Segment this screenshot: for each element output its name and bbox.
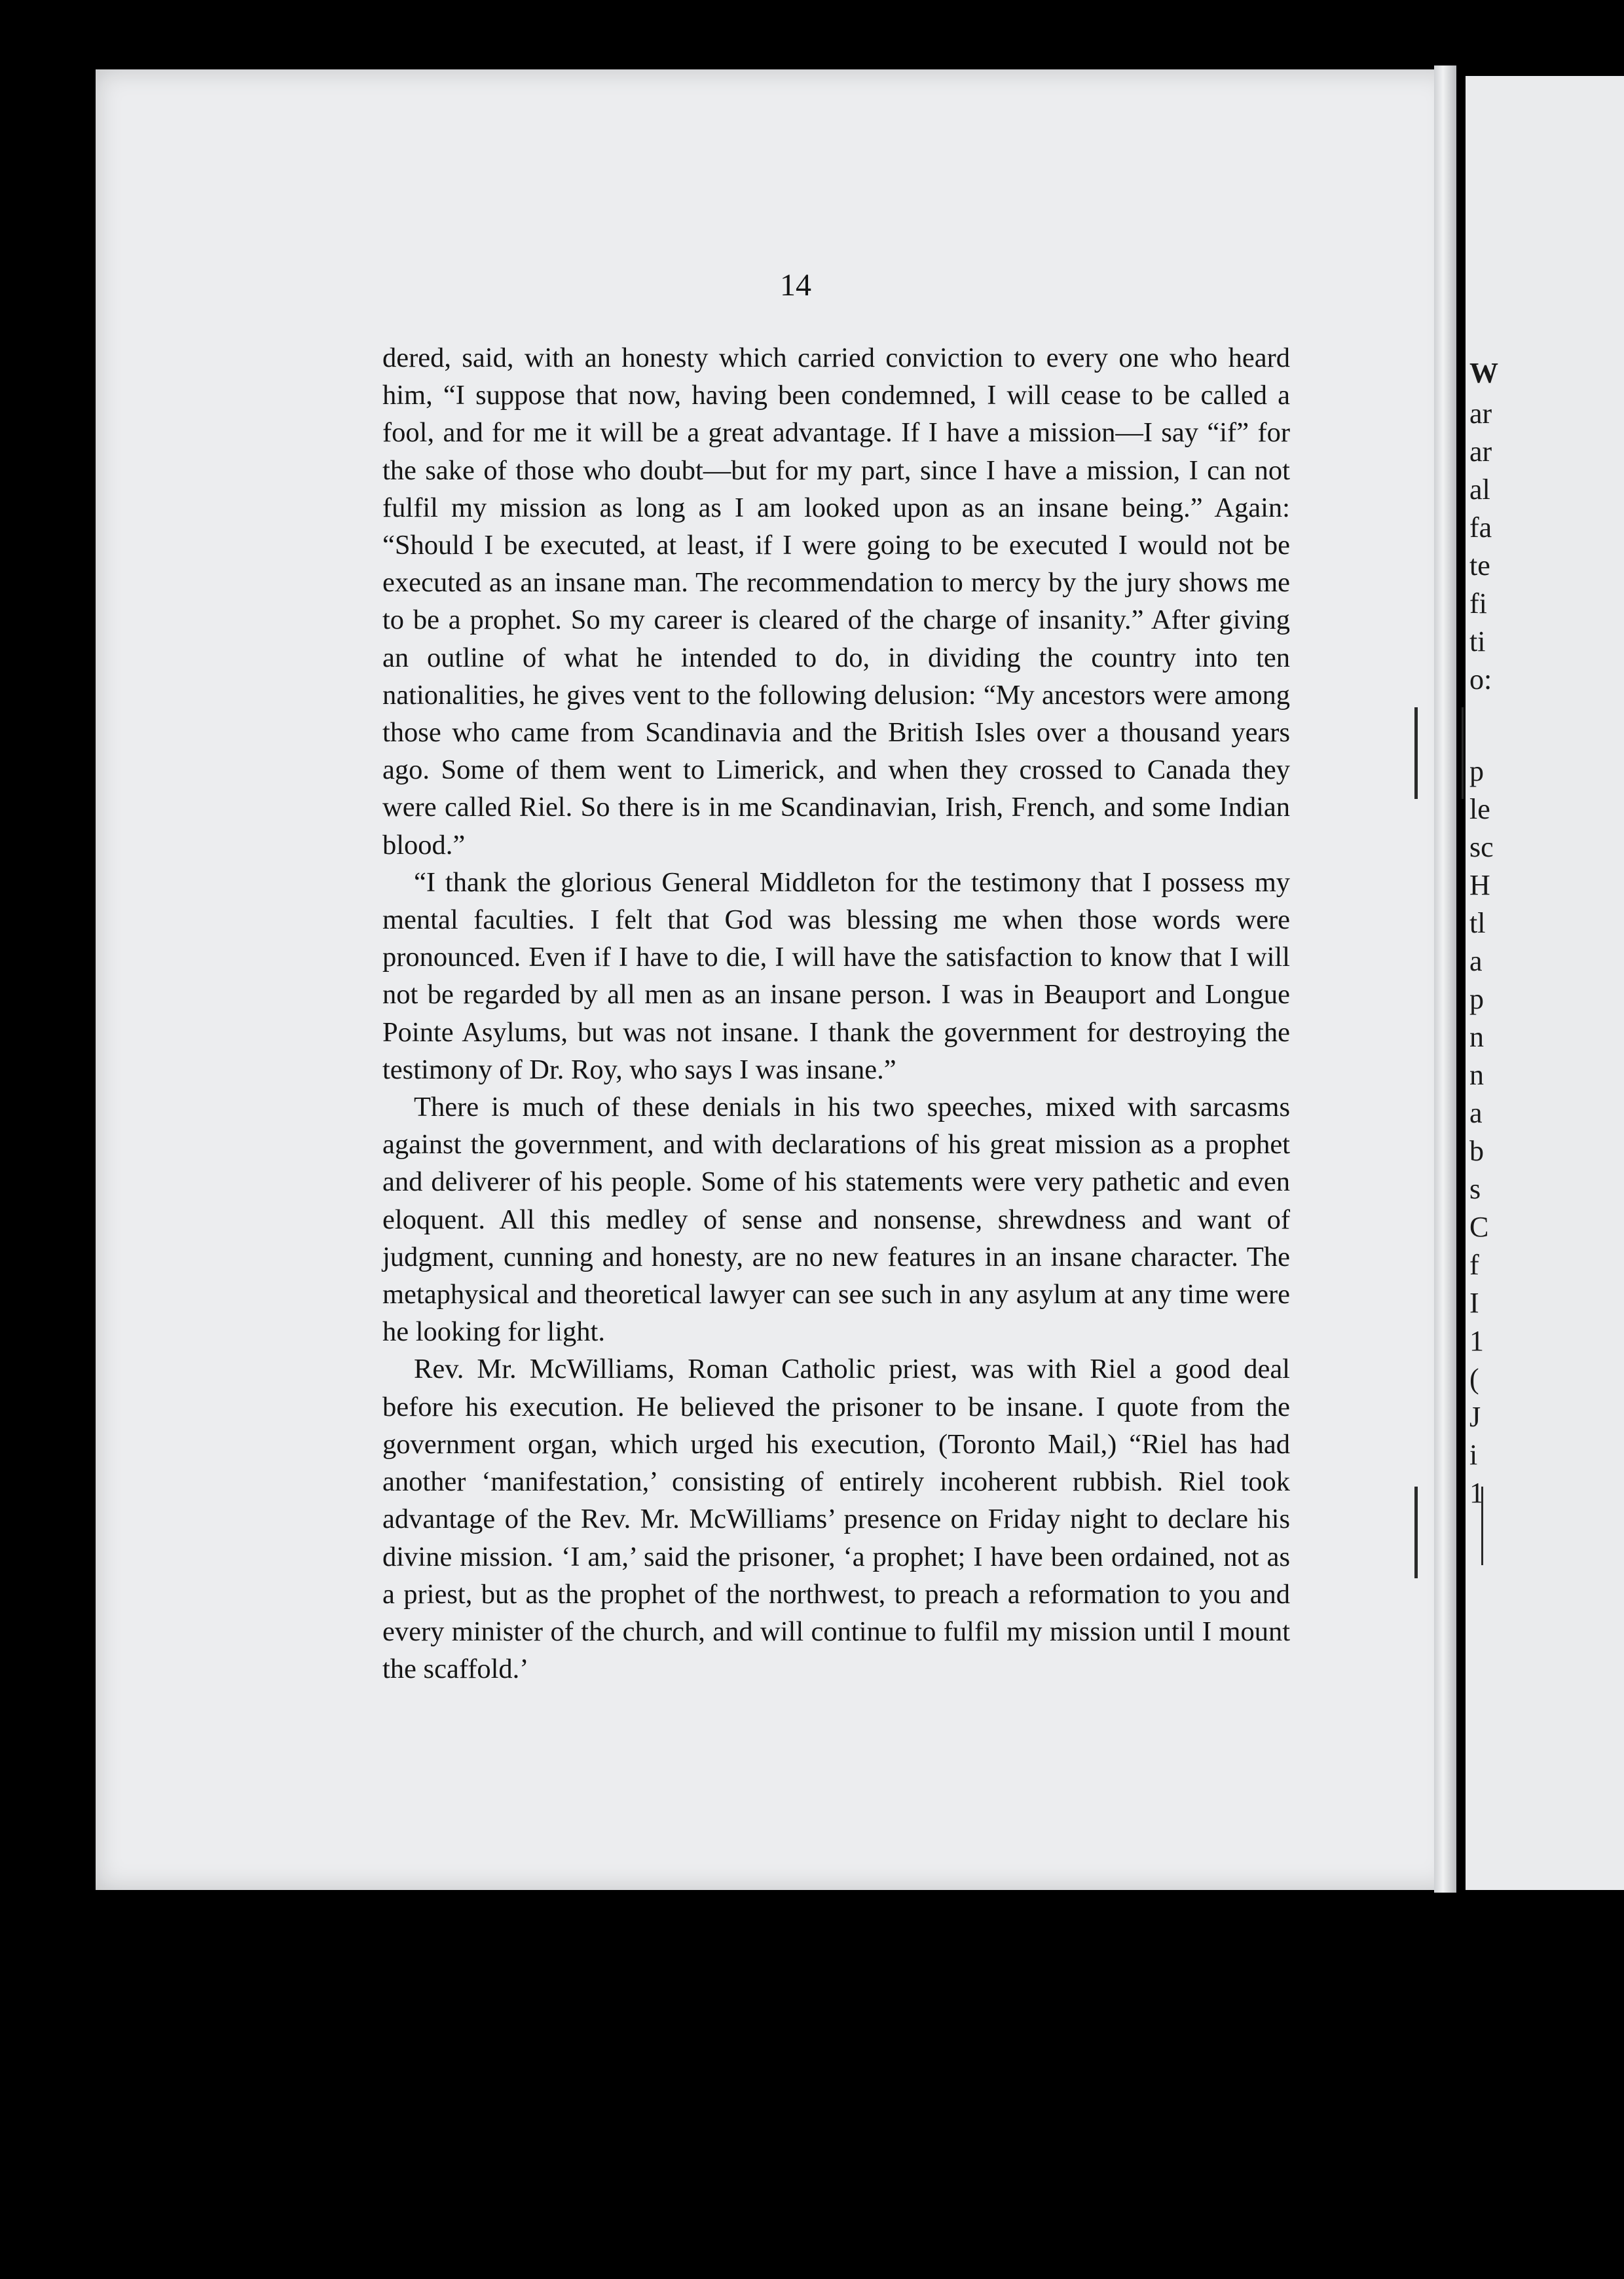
facing-page-text: b [1469,1135,1484,1167]
paragraph: There is much of these denials in his two speeches, mixed with sarcasms against the government, and with declarations of his great mission as a prophet and deliverer of his people. Some of his statements were very pathetic and even eloquent. All this medley of sense and nonsense, shrewdness and want of judgment, cunning and honesty, are no new features in an insane character. The metaphysical and theoretical lawyer can see such in any asylum at any time were he looking for light. [382,1092,1290,1348]
facing-page-text: I [1469,1287,1479,1319]
facing-page-text: ti [1469,625,1486,658]
paragraph: dered, said, with an honesty which carried conviction to every one who heard him, “I suppose that now, having been condemned, I will cease to be called a fool, and for me it will be a great advantage. If I have a mission—I say “if” for the sake of those who doubt—but for my part, since I have a mission, I can not fulfil my mission as long as I am looked upon as an insane being.” Again: “Should I be executed, at least, if I were going to be executed I would not be executed as an insane man. The recommendation to mercy by the jury shows me to be a prophet. So my career is cleared of the charge of insanity.” After giving an outline of what he intended to do, in dividing the country into ten nationalities, he gives vent to the following delusion: “My ancestors were among those who came from Scandinavia and the British Isles over a thousand years ago. Some of them went to Limerick, and when they crossed to Canada they were called Riel. So there is in me Scandinavian, Irish, French, and some Indian blood.” [382,343,1290,861]
facing-page-text: a [1469,945,1483,977]
facing-page-text: ar [1469,398,1492,430]
facing-page-text: i [1469,1439,1478,1471]
facing-page-text: sc [1469,831,1494,863]
facing-page-text: ar [1469,435,1492,468]
facing-page-text: p [1469,755,1484,787]
scan-artifact [1414,1487,1418,1578]
facing-page-text: al [1469,473,1490,506]
facing-page-text: p [1469,983,1484,1015]
facing-page-text: f [1469,1249,1479,1281]
facing-page-text: fi [1469,587,1487,620]
facing-page-text: n [1469,1021,1484,1053]
facing-page-text: H [1469,869,1490,901]
facing-page-text: tl [1469,907,1486,939]
facing-page-text: 1 [1469,1325,1484,1357]
facing-page-text: J [1469,1401,1481,1433]
scan-artifact [1481,1487,1483,1565]
facing-page-text: 1 [1469,1477,1484,1509]
facing-page-text: n [1469,1059,1484,1091]
facing-page-text: fa [1469,511,1492,544]
facing-page-text: s [1469,1173,1481,1205]
page-binding-edge [1434,65,1456,1893]
facing-page-text: a [1469,1097,1483,1129]
facing-page-fragment [1466,76,1624,1890]
paragraph: “I thank the glorious General Middleton for the testimony that I possess my mental faculties. I felt that God was blessing me when those words were pronounced. Even if I have to die, I will have the satisfaction to know that I will not be regarded by all men as an insane person. I was in Beauport and Longue Pointe Asylums, but was not insane. I thank the government for destroying the testimony of Dr. Roy, who says I was insane.” [382,866,1290,1085]
paragraph: Rev. Mr. McWilliams, Roman Catholic priest, was with Riel a good deal before his execution. He believed the prisoner to be insane. I quote from the government organ, which urged his execution, (Toronto Mail,) “Riel has had another ‘manifestation,’ consisting of entirely incoherent rubbish. Riel took advantage of the Rev. Mr. McWilliams’ presence on Friday night to declare his divine mission. ‘I am,’ said the prisoner, ‘a prophet; I have been ordained, not as a priest, but as the prophet of the northwest, to preach a reformation to you and every minister of the church, and will continue to fulfil my mission until I mount the scaffold.’ [382,1354,1290,1685]
page-number: 14 [780,268,811,303]
facing-page-text: ( [1469,1363,1479,1395]
facing-page-text: C [1469,1211,1489,1243]
facing-page-text: W [1469,357,1498,389]
facing-page-text: o: [1469,663,1492,695]
facing-page-text: te [1469,549,1490,582]
scan-artifact [1462,707,1464,799]
facing-page-text: le [1469,793,1490,825]
scan-artifact [1414,707,1418,799]
page-body [382,339,1290,1688]
